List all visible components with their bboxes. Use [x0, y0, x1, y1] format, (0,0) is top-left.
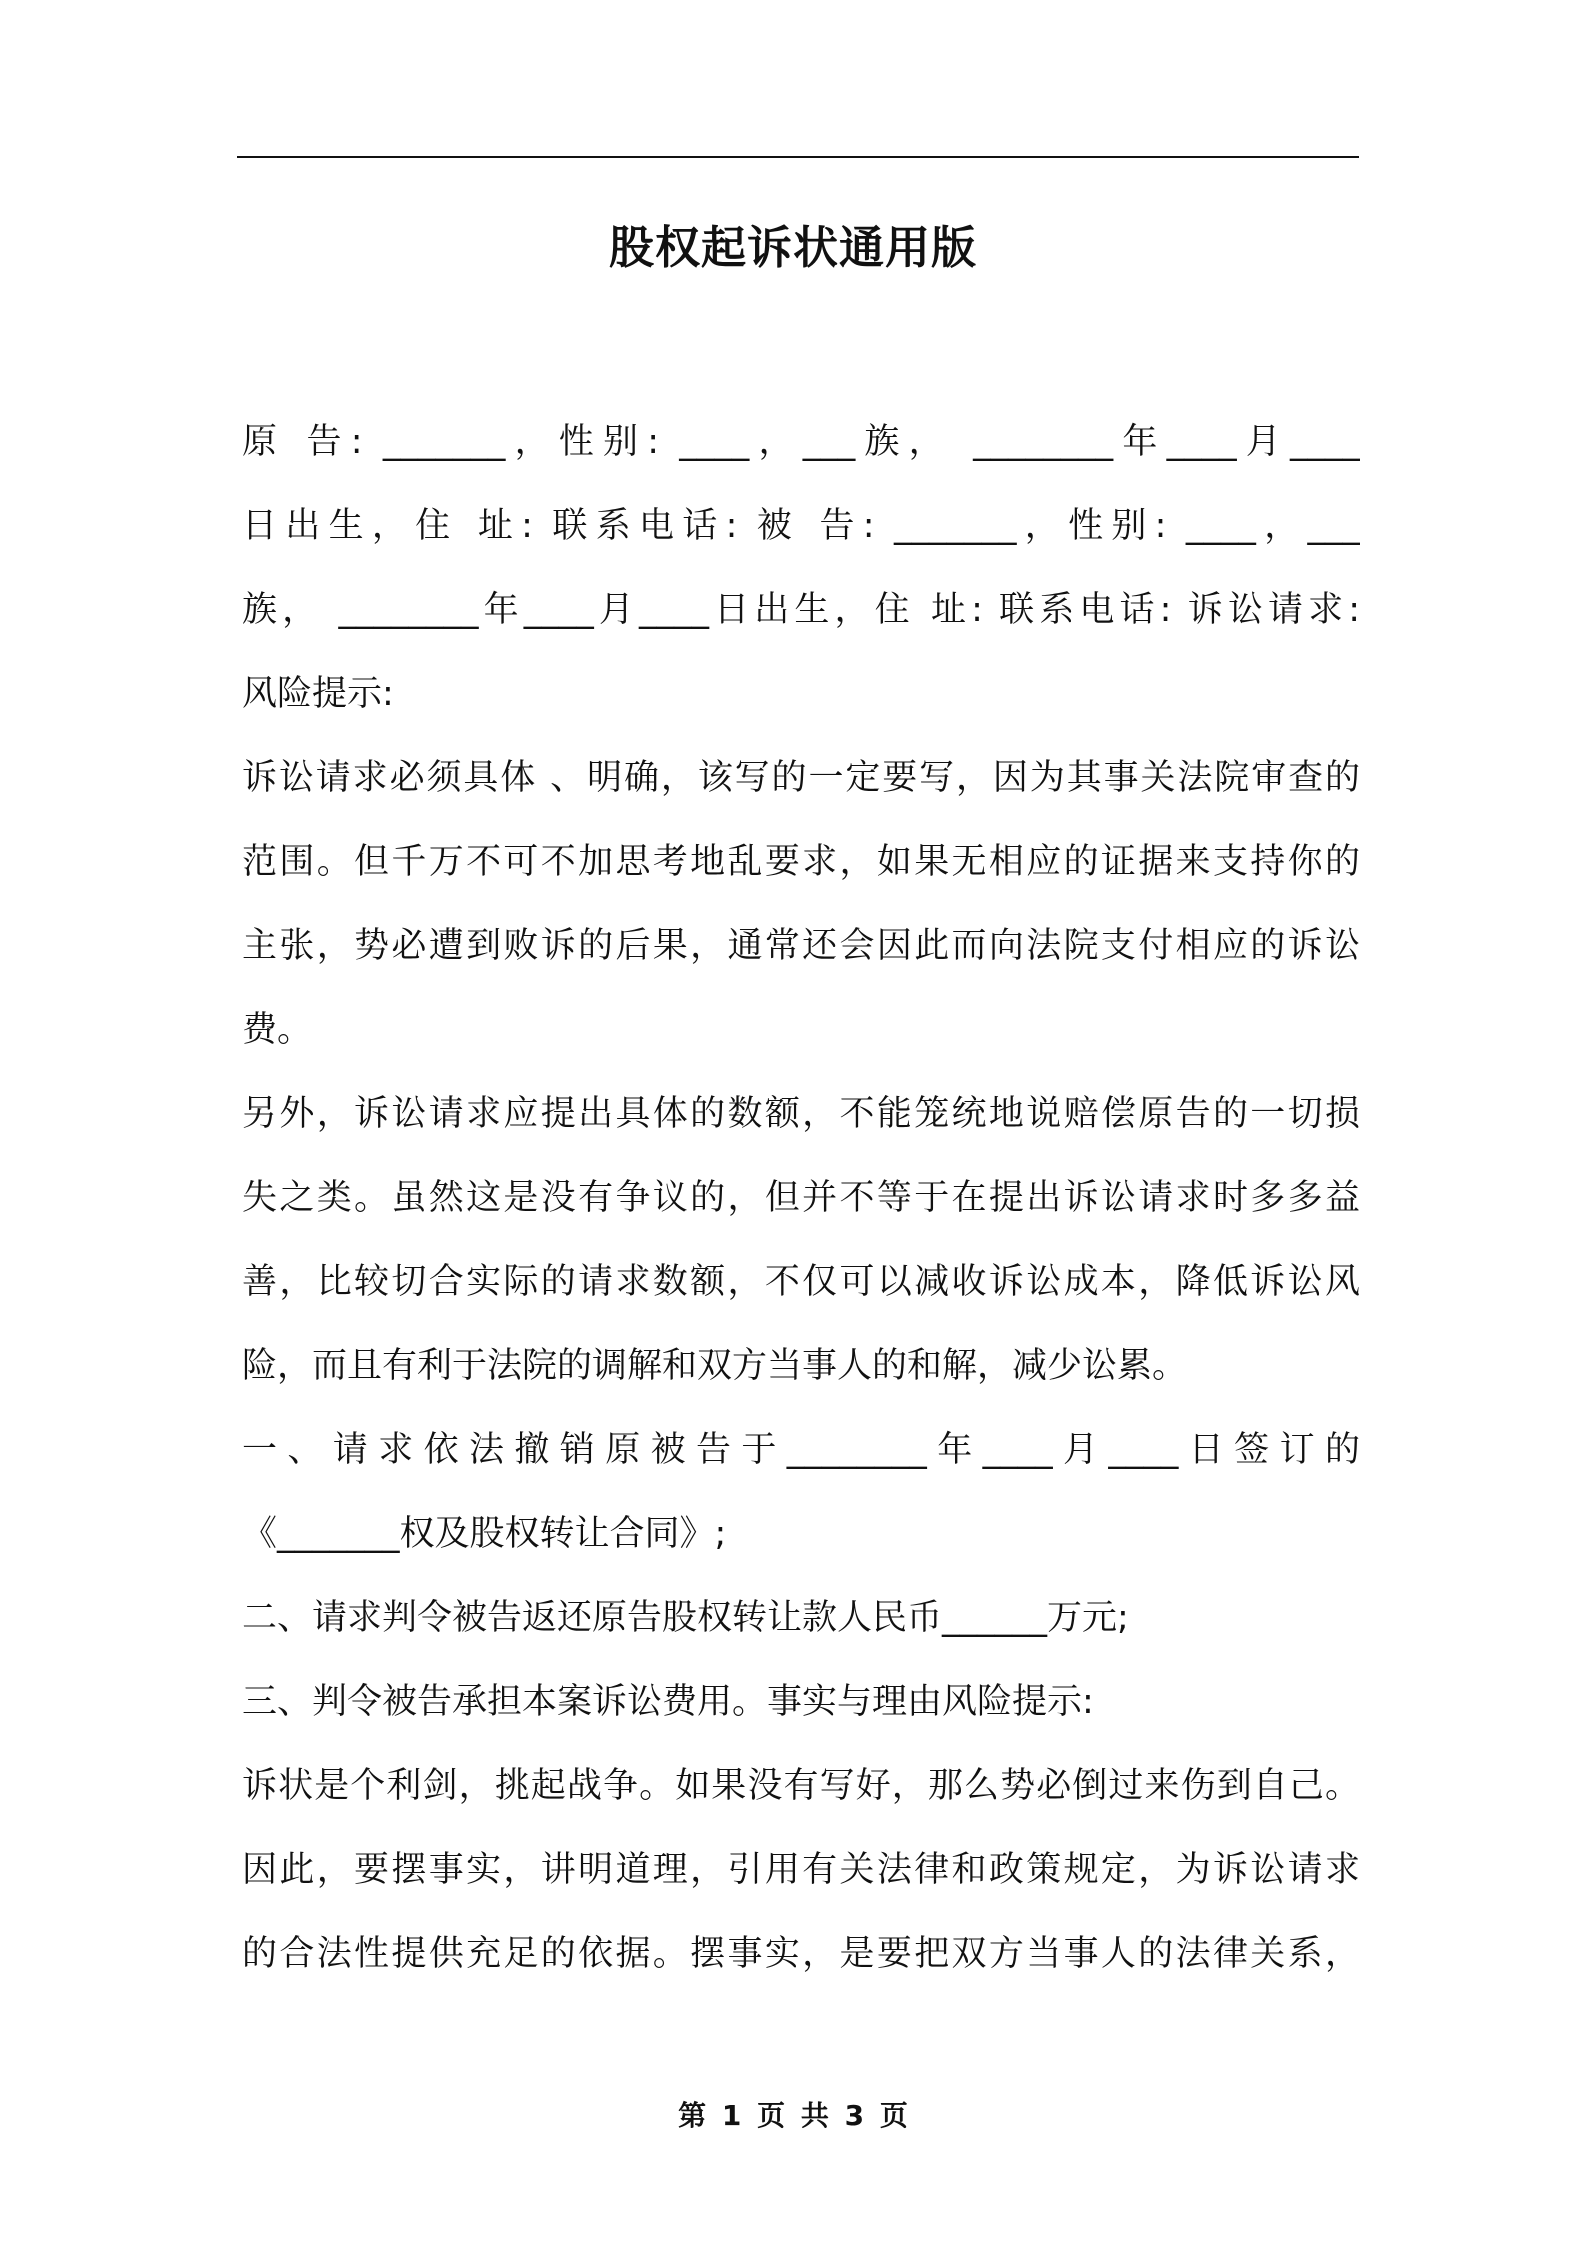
body-line: 风险提示:: [242, 674, 394, 714]
body-line: 族， ________年____月____日出生，住 址: 联系电话: 诉讼请求:: [242, 590, 1360, 630]
body-line: 善，比较切合实际的请求数额，不仅可以减收诉讼成本，降低诉讼风: [242, 1262, 1360, 1302]
page-number: 第 1 页 共 3 页: [678, 2099, 908, 2132]
body-line: 的合法性提供充足的依据。摆事实，是要把双方当事人的法律关系，: [242, 1934, 1360, 1974]
header-rule: [237, 156, 1359, 158]
body-line: 日出生，住 址: 联系电话: 被 告: _______，性别: ____，___: [242, 506, 1360, 546]
body-line: 原 告: _______，性别: ____，___族， ________年____月____: [242, 422, 1360, 462]
body-line: 失之类。虽然这是没有争议的，但并不等于在提出诉讼请求时多多益: [242, 1178, 1360, 1218]
body-line: 《_______权及股权转让合同》;: [242, 1514, 727, 1554]
body-line: 另外，诉讼请求应提出具体的数额，不能笼统地说赔偿原告的一切损: [242, 1094, 1360, 1134]
body-line: 一、请求依法撤销原被告于________年____月____日签订的: [242, 1430, 1360, 1470]
body-line: 险，而且有利于法院的调解和双方当事人的和解，减少讼累。: [242, 1346, 1188, 1386]
body-line: 诉讼请求必须具体 、明确，该写的一定要写，因为其事关法院审查的: [242, 758, 1360, 798]
document-title: 股权起诉状通用版: [608, 221, 977, 274]
body-line: 范围。但千万不可不加思考地乱要求，如果无相应的证据来支持你的: [242, 842, 1360, 882]
body-line: 诉状是个利剑，挑起战争。如果没有写好，那么势必倒过来伤到自己。: [242, 1766, 1360, 1806]
body-line: 二、请求判令被告返还原告股权转让款人民币______万元;: [242, 1598, 1129, 1638]
body-line: 主张，势必遭到败诉的后果，通常还会因此而向法院支付相应的诉讼: [242, 926, 1360, 966]
body-line: 三、判令被告承担本案诉讼费用。事实与理由风险提示:: [242, 1682, 1094, 1722]
document-body: [242, 400, 1360, 1996]
body-line: 费。: [242, 1010, 313, 1050]
body-line: 因此，要摆事实，讲明道理，引用有关法律和政策规定，为诉讼请求: [242, 1850, 1360, 1890]
